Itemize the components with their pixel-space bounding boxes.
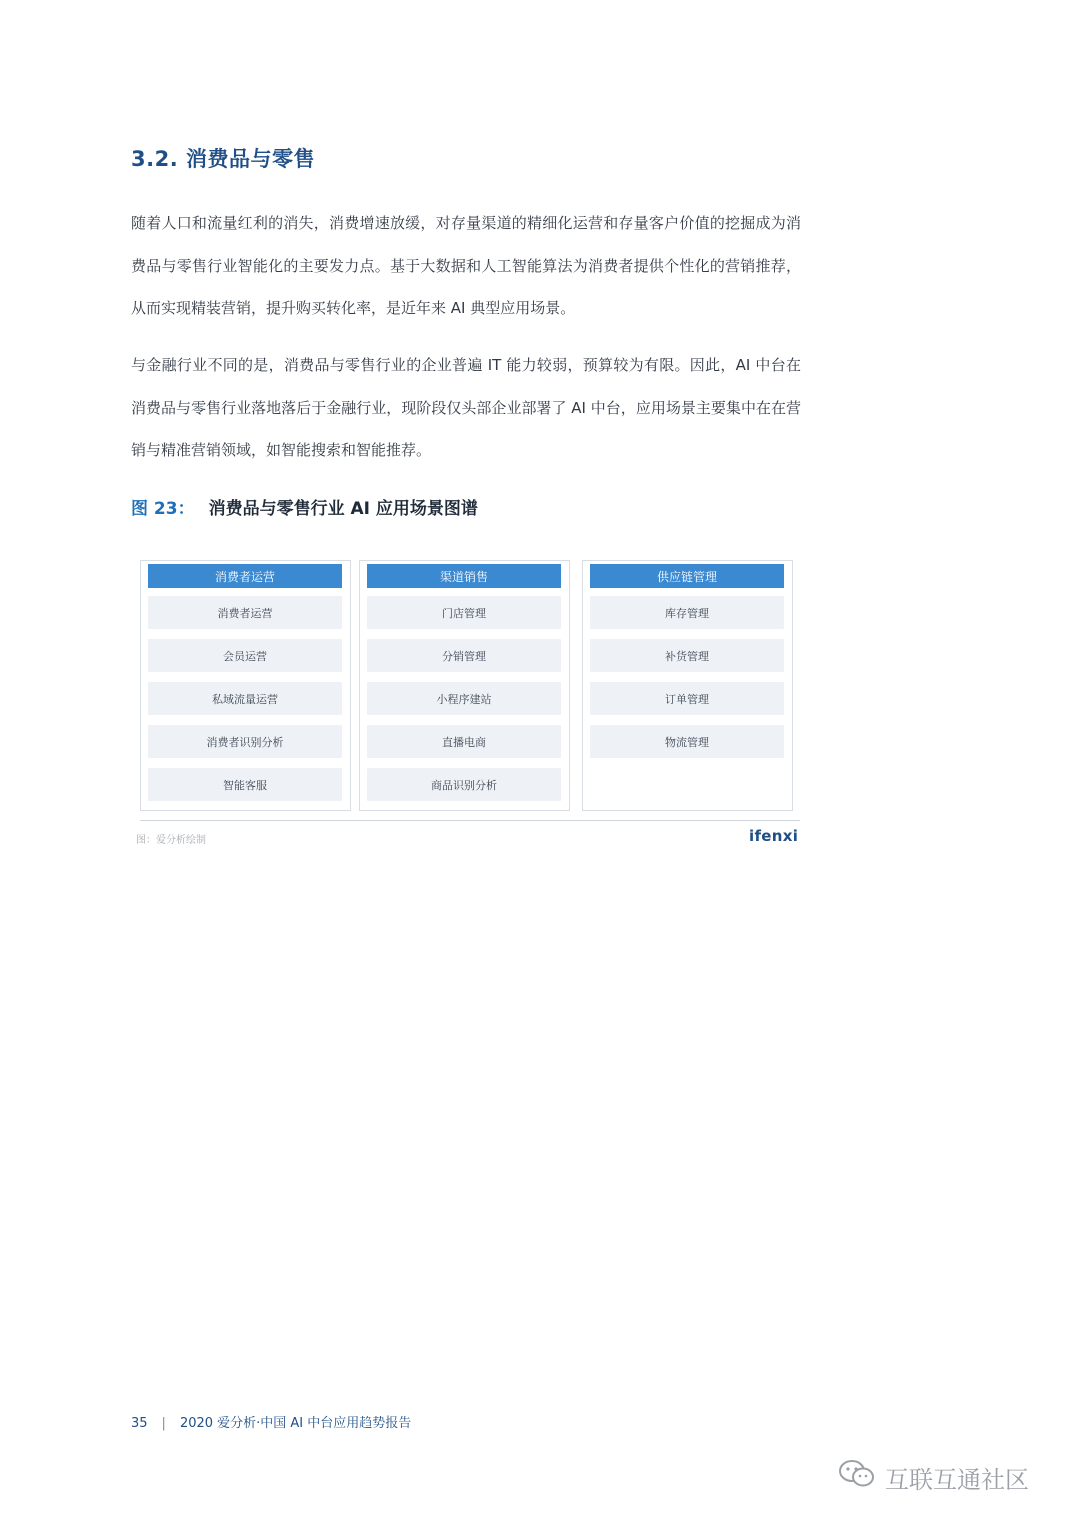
column-header-supply: 供应链管理 (590, 564, 784, 588)
paragraph-2: 与金融行业不同的是，消费品与零售行业的企业普遍 IT 能力较弱，预算较为有限。因此，AI 中台在消费品与零售行业落地落后于金融行业，现阶段仅头部企业部署了 AI 中台，应用场景主要集中在在营销与精准营销领域，如智能搜索和智能推荐。 (131, 356, 801, 459)
cell-item: 消费者识别分析 (148, 725, 342, 758)
figure-caption (131, 494, 478, 519)
cell-item: 消费者运营 (148, 596, 342, 629)
cell-item: 私域流量运营 (148, 682, 342, 715)
cell-item: 直播电商 (367, 725, 561, 758)
cell-item: 订单管理 (590, 682, 784, 715)
cell-item: 补货管理 (590, 639, 784, 672)
diagram-divider (140, 820, 800, 821)
scenario-diagram (140, 560, 800, 822)
cell-item: 物流管理 (590, 725, 784, 758)
cell-item: 库存管理 (590, 596, 784, 629)
section-title: 3.2. 消费品与零售 (131, 147, 315, 171)
wechat-icon (837, 1458, 877, 1496)
watermark (837, 1458, 1029, 1496)
page-number: 35 (131, 1416, 148, 1431)
cell-item: 会员运营 (148, 639, 342, 672)
figure-number: 图 23： (131, 499, 195, 519)
footer-separator: | (161, 1416, 166, 1431)
cell-item: 小程序建站 (367, 682, 561, 715)
figure-source: 图：爱分析绘制 (136, 835, 206, 846)
report-title: 2020 爱分析·中国 AI 中台应用趋势报告 (179, 1416, 412, 1431)
column-header-channel: 渠道销售 (367, 564, 561, 588)
cell-item: 门店管理 (367, 596, 561, 629)
column-header-consumer: 消费者运营 (148, 564, 342, 588)
ifenxi-logo: ifenxi (749, 827, 799, 845)
watermark-text: 互联互通社区 (885, 1465, 1029, 1494)
paragraph-1: 随着人口和流量红利的消失，消费增速放缓，对存量渠道的精细化运营和存量客户价值的挖掘成为消费品与零售行业智能化的主要发力点。基于大数据和人工智能算法为消费者提供个性化的营销推荐，从而实现精装营销，提升购买转化率，是近年来 AI 典型应用场景。 (131, 214, 801, 317)
cell-item: 分销管理 (367, 639, 561, 672)
cell-item: 智能客服 (148, 768, 342, 801)
figure-title: 消费品与零售行业 AI 应用场景图谱 (208, 499, 478, 519)
cell-item: 商品识别分析 (367, 768, 561, 801)
page-footer (131, 1412, 411, 1431)
